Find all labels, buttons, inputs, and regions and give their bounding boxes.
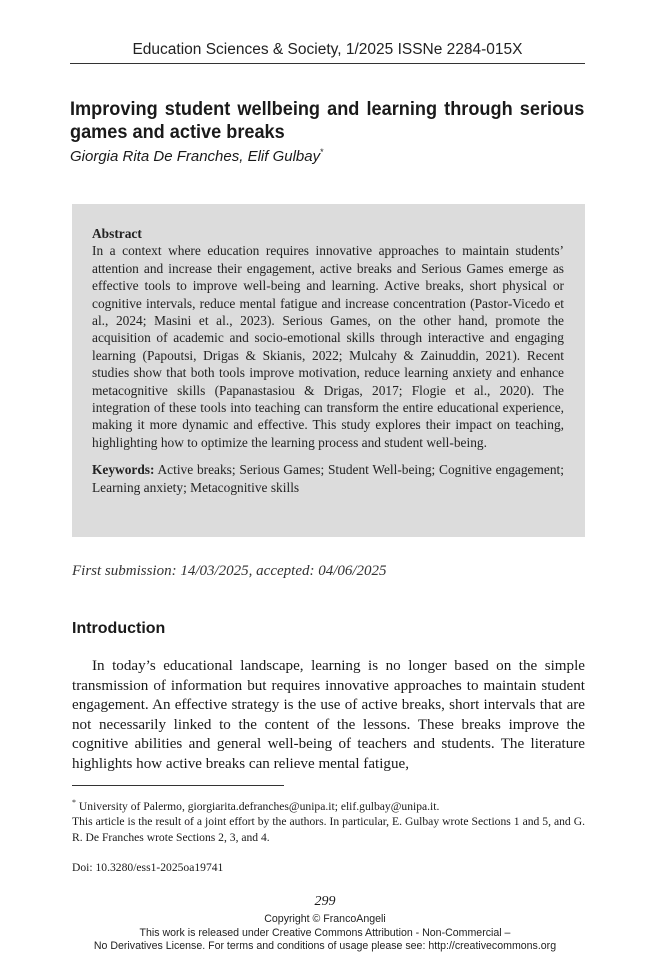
copyright-notice — [0, 913, 650, 954]
footnote-divider — [72, 785, 284, 786]
affiliation-text: University of Palermo, giorgiarita.defranches@unipa.it; elif.gulbay@unipa.it. — [78, 799, 440, 813]
author-line — [70, 147, 324, 165]
submission-dates: First submission: 14/03/2025, accepted: 04/06/2025 — [72, 563, 387, 579]
abstract-heading: Abstract — [92, 226, 142, 241]
abstract-content — [92, 225, 564, 496]
footnote-affiliation — [72, 795, 585, 814]
page-number: 299 — [314, 894, 336, 909]
introduction-paragraph: In today’s educational landscape, learning is no longer based on the simple transmission of information but requires innovative approaches to maintain student engagement. An effective strategy is the use of active breaks, short intervals that are not necessarily linked to the content of the lessons. These breaks improve the cognitive abilities and general well-being of teachers and students. The literature highlights how active breaks can relieve mental fatigue, — [72, 658, 585, 772]
section-heading-introduction: Introduction — [72, 620, 166, 637]
article-title: Improving student wellbeing and learning through serious games and active breaks — [70, 98, 585, 143]
footnote-contribution: This article is the result of a joint effort by the authors. In particular, E. Gulbay wrote Sections 1 and 5, and G. R. De Franches wrote Sections 2, 3, and 4. — [72, 815, 585, 844]
keywords-label: Keywords: — [92, 462, 155, 478]
author-footnote-mark: * — [320, 147, 324, 157]
footnote-mark: * — [72, 798, 76, 807]
abstract-text: In a context where education requires innovative approaches to maintain students’ attention and increase their engagement, active breaks and Serious Games emerge as effective tools to improve well-being and learning. Active breaks, short physical or cognitive intervals, reduce mental fatigue and increase concentration (Pastor-Vicedo et al., 2024; Masini et al., 2023). Serious Games, on the other hand, promote the acquisition of academic and socio-emotional skills through interactive and engaging learning (Papoutsi, Drigas & Skianis, 2022; Mulcahy & Zainuddin, 2021). Recent studies show that both tools improve motivation, reduce learning anxiety and enhance metacognitive skills (Papanastasiou & Drigas, 2017; Flogie et al., 2020). The integration of these tools into teaching can transform the entire educational experience, making it more dynamic and effective. This study explores their impact on teaching, highlighting how to optimize the learning process and student well-being. — [92, 243, 564, 450]
keywords — [92, 461, 564, 496]
license-terms-line: No Derivatives License. For terms and conditions of usage please see: http://creativecommons.org — [93, 940, 557, 952]
copyright-line: Copyright © FrancoAngeli — [264, 913, 386, 925]
keywords-text: Active breaks; Serious Games; Student Well-being; Cognitive engagement; Learning anxiety; Metacognitive skills — [92, 462, 564, 495]
abstract-box — [72, 204, 585, 537]
license-line: This work is released under Creative Commons Attribution - Non-Commercial – — [139, 926, 511, 939]
doi: Doi: 10.3280/ess1-2025oa19741 — [72, 861, 224, 874]
journal-header: Education Sciences & Society, 1/2025 ISSNe 2284-015X — [70, 41, 585, 64]
footnotes — [72, 795, 585, 845]
author-names: Giorgia Rita De Franches, Elif Gulbay — [70, 148, 321, 165]
